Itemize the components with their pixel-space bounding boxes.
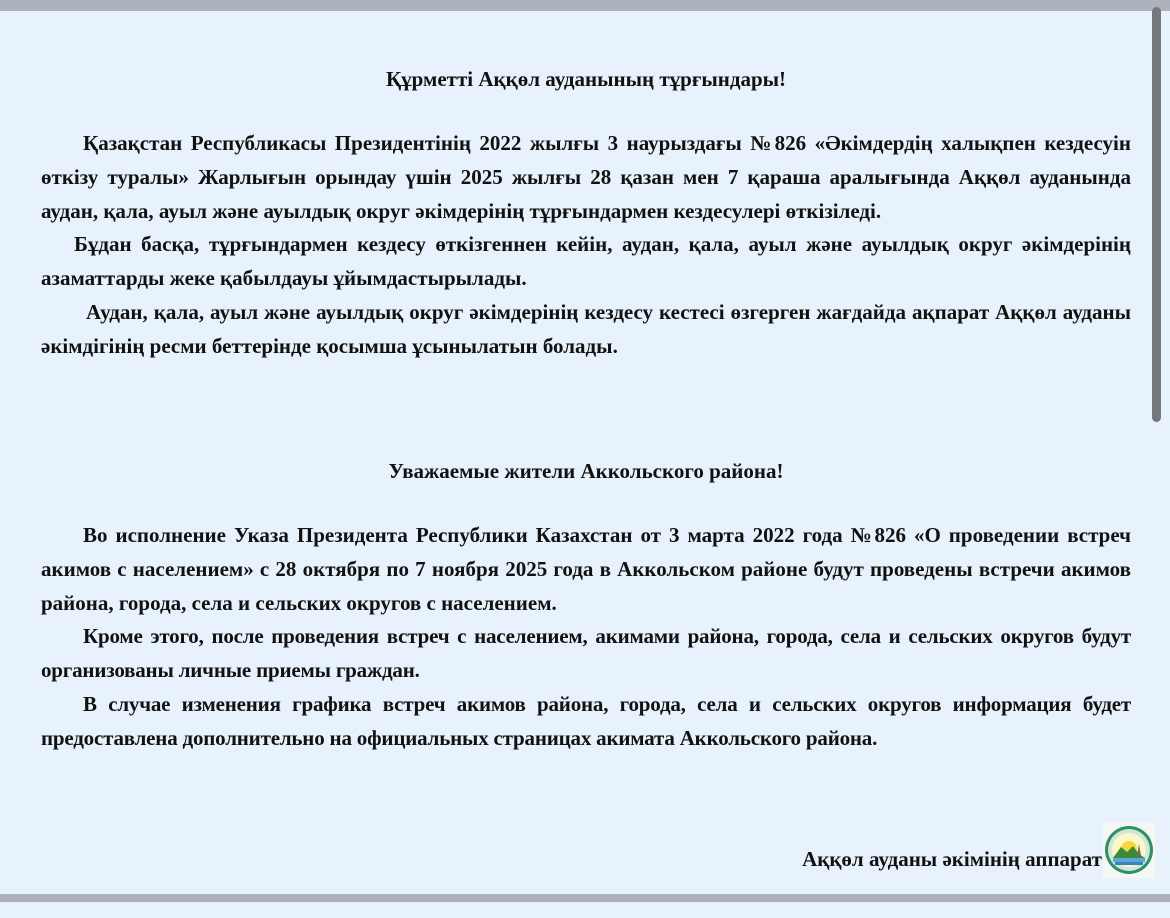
- russian-paragraph-3: В случае изменения графика встреч акимов района, города, села и сельских округов информация будет предоставлена дополнительно на официальных страницах акимата Аккольского района.: [41, 691, 1131, 750]
- top-bar: [0, 0, 1170, 11]
- vertical-scrollbar[interactable]: [1152, 7, 1161, 422]
- kazakh-body: [41, 127, 1131, 364]
- kazakh-paragraph-3: Аудан, қала, ауыл және ауылдық округ әкімдерінің кездесу кестесі өзгерген жағдайда ақпарат Аққөл ауданы әкімдігінің ресми беттерінде қосымша ұсынылатын болады.: [41, 299, 1131, 358]
- kazakh-paragraph-1: Қазақстан Республикасы Президентінің 2022 жылғы 3 наурыздағы №826 «Әкімдердің халықпен кездесуін өткізу туралы» Жарлығын орындау үшін 2025 жылғы 28 қазан мен 7 қараша аралығында Аққөл ауданында аудан, қала, ауыл және ауылдық округ әкімдерінің тұрғындармен кездесулері өткізіледі.: [41, 131, 1131, 223]
- bottom-bar: [0, 894, 1170, 902]
- signature: Аққөл ауданы әкімінің аппарат: [802, 847, 1102, 871]
- russian-paragraph-1: Во исполнение Указа Президента Республики Казахстан от 3 марта 2022 года №826 «О проведении встреч акимов с населением» с 28 октября по 7 ноября 2025 года в Аккольском районе будут проведены встречи акимов района, города, села и сельских округов с населением.: [41, 523, 1131, 615]
- russian-heading: Уважаемые жители Аккольского района!: [388, 459, 784, 483]
- kazakh-paragraph-2: Бұдан басқа, тұрғындармен кездесу өткізгеннен кейін, аудан, қала, ауыл және ауылдық округ әкімдерінің азаматтарды жеке қабылдауы ұйымдастырылады.: [41, 232, 1131, 291]
- russian-body: [41, 519, 1131, 756]
- district-emblem-icon: [1103, 822, 1155, 878]
- russian-paragraph-2: Кроме этого, после проведения встреч с населением, акимами района, города, села и сельских округов будут организованы личные приемы граждан.: [41, 624, 1131, 683]
- kazakh-heading: Құрметті Аққөл ауданының тұрғындары!: [385, 67, 787, 91]
